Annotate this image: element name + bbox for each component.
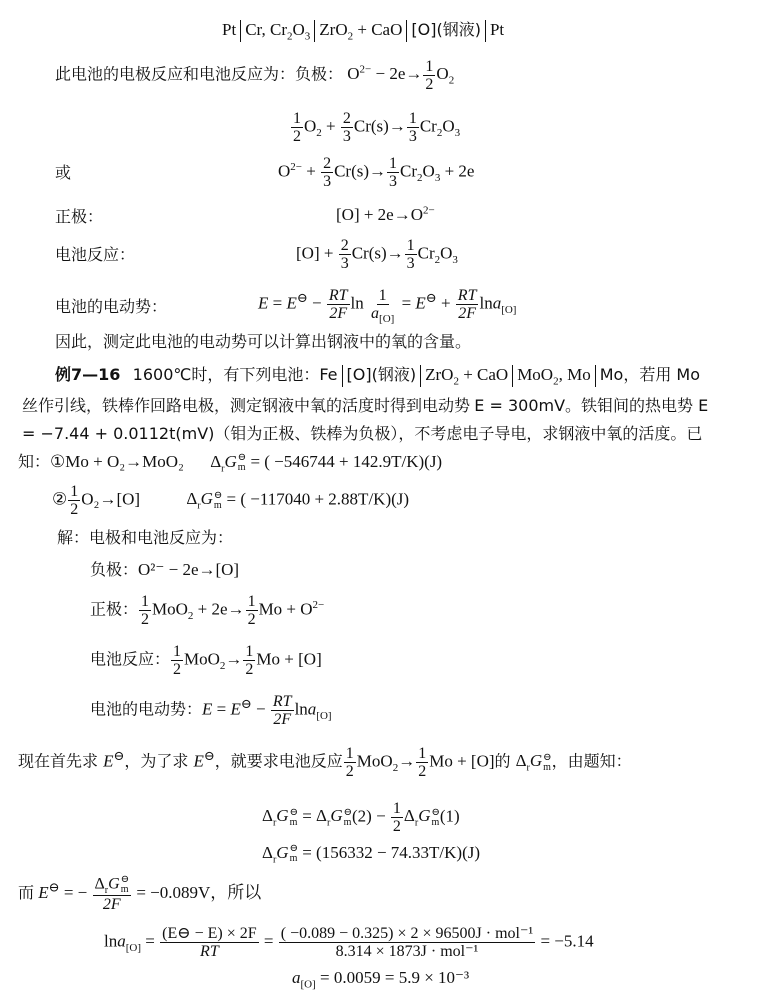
example-text-2: 丝作引线，铁棒作回路电极，测定钢液中氧的活度时得到电动势: [22, 396, 471, 415]
cell-reaction-equation: [O] + $\frac{2}{3}$ Cr(s)→ $\frac{1}{3}$ $Cr_2O_3$: [296, 237, 458, 272]
activity-value: = 0.0059 = 5.9 × 10⁻³: [320, 968, 470, 987]
equation-half-o2: $\frac{1}{2}$ $O_2$ + $\frac{2}{3}$ Cr(s)→ $\frac{1}{3}$ $Cr_2O_3$: [293, 110, 461, 145]
given-2-dg: = ( −117040 + 2.88T/K)(J): [226, 489, 410, 509]
e0-value: = −0.089V，所以: [136, 882, 262, 902]
given-prefix: 知：: [18, 452, 51, 471]
solution-emf-label: 电池的电动势：: [90, 699, 203, 719]
ln-numerator-values: ( −0.089 − 0.325) × 2 × 96500J · mol⁻¹: [280, 925, 534, 942]
example-text-1e: Mo，若用 Mo: [599, 365, 700, 384]
ln-result: = −5.14: [540, 931, 594, 951]
emf-equation: E = E⊖ − $\frac{RT}{2F}$ ln $\frac{1}{a_{[O]}}$ = E⊖ + $\frac{RT}{2F}$ lna$_{[O]}$: [258, 287, 517, 326]
ln-numerator: (E⊖ − E) × 2F: [162, 925, 257, 942]
solution-negative-eq: O²⁻ − 2e→[O]: [138, 560, 240, 579]
dg-result-value: = (156332 − 74.33T/K)(J): [302, 843, 481, 862]
oxygen-in-steel: [O](钢液): [411, 20, 481, 39]
ln-denominator-values: 8.314 × 1873J · mol⁻¹: [335, 943, 479, 960]
given-1-dg: = ( −546744 + 142.9T/K)(J): [250, 452, 443, 471]
ln-denominator: RT: [200, 943, 219, 960]
given-1-reaction: ①Mo + O₂→MoO₂: [50, 452, 184, 471]
dg-result: $\Delta_rG$ ⊖ m = (156332 − 74.33T/K)(J): [262, 843, 481, 866]
e0-prefix: 而: [18, 882, 35, 902]
cell-notation: Pt Cr, $Cr_2O_3$ ZrO$_2$ + CaO [O](钢液) Pt: [222, 20, 505, 43]
or-label: 或: [55, 163, 72, 182]
solution-heading: 解：电极和电池反应为：: [57, 528, 234, 547]
positive-label: 正极：: [55, 207, 104, 226]
example-line-1: 例7—16 1600℃时，有下列电池：Fe [O](钢液) ZrO$_2$ + CaO MoO$_2$, Mo Mo，若用 Mo: [55, 365, 700, 388]
intro-text: 此电池的电极反应和电池反应为：负极：: [55, 64, 344, 84]
solution-positive: 正极： $\frac{1}{2}$ MoO$_2$ + 2e→ $\frac{1}{2}$ $Mo + O^{2-}$: [90, 593, 325, 628]
given-2: ② $\frac{1}{2}$ O₂→[O] $\Delta_rG$ ⊖ m = ( −117040 + 2.88T/K)(J): [52, 483, 410, 518]
solution-negative: [90, 560, 239, 580]
positive-equation: $[O] + 2e\to O^{2-}$: [336, 204, 435, 224]
intro-line: 此电池的电极反应和电池反应为：负极： $O^{2-} - 2e\to$ $\frac{1}{2}$ $O_2$: [55, 58, 455, 93]
step-1: 现在首先求 E⊖，为了求 E⊖，就要求电池反应 $\frac{1}{2}$ MoO$_2$→ $\frac{1}{2}$ Mo + [O]的 $\Delta_rG$ ⊖ m ，由题知：: [18, 745, 632, 780]
solution-negative-label: 负极：: [90, 560, 139, 579]
e0-line: 而 E⊖ = − $\Delta_rG$ ⊖ m 2F = −0.089V，所以: [18, 874, 262, 913]
example-number: 例7—16: [55, 365, 121, 384]
example-line-3: = −7.44 + 0.0112t(mV)（钼为正极、铁棒为负极），不考虑电子导电，求钢液中氧的活度。已: [22, 424, 703, 443]
example-text-2-val: E = 300mV。铁钼间的热电势 E: [474, 396, 709, 415]
given-1: 知：①Mo + O₂→MoO₂ $\Delta_rG$ ⊖ m = ( −546744 + 142.9T/K)(J): [18, 452, 443, 475]
dg-combination: $\Delta_rG$ ⊖ m = $\Delta_rG$ ⊖ m (2) − $\frac{1}{2}$ $\Delta_rG$ ⊖ m (1): [262, 800, 460, 835]
cell-reaction-label: 电池反应：: [55, 245, 136, 264]
solution-emf: 电池的电动势：E = E⊖ − $\frac{RT}{2F}$ lna$_{[O]}$: [90, 693, 332, 728]
example-line-2: [22, 396, 708, 416]
solution-cell-label: 电池反应：: [90, 649, 171, 669]
ln-activity-line: lna$_{[O]}$ = $\frac{(E⊖ - E) \times 2F}{RT}$ = $\frac{\text{( −0.089 − 0.325) × 2 × 96500J · mol⁻¹}}{\text{8.314 × 1873J · mol⁻¹}}$ = −5.14: [104, 925, 594, 960]
given-2-reaction: O₂→[O]: [81, 489, 141, 509]
example-text-1a: 1600℃时，有下列电池：Fe: [132, 365, 338, 384]
example-text-1b: [O](钢液): [346, 365, 417, 384]
solution-cell-reaction: 电池反应： $\frac{1}{2}$ MoO$_2$→ $\frac{1}{2}$ Mo + [O]: [90, 643, 322, 678]
solution-positive-label: 正极：: [90, 599, 139, 619]
conclusion: 因此，测定此电池的电动势可以计算出钢液中的氧的含量。: [55, 332, 472, 351]
activity-result: $a_{[O]} = 0.0059 = 5.9 \times 10^{-3}$: [292, 968, 470, 991]
emf-label: 电池的电动势：: [55, 297, 168, 316]
equation-or: $O^{2-}$ + $\frac{2}{3}$ Cr(s)→ $\frac{1}{3}$ $Cr_2O_3 + 2e$: [278, 155, 475, 190]
